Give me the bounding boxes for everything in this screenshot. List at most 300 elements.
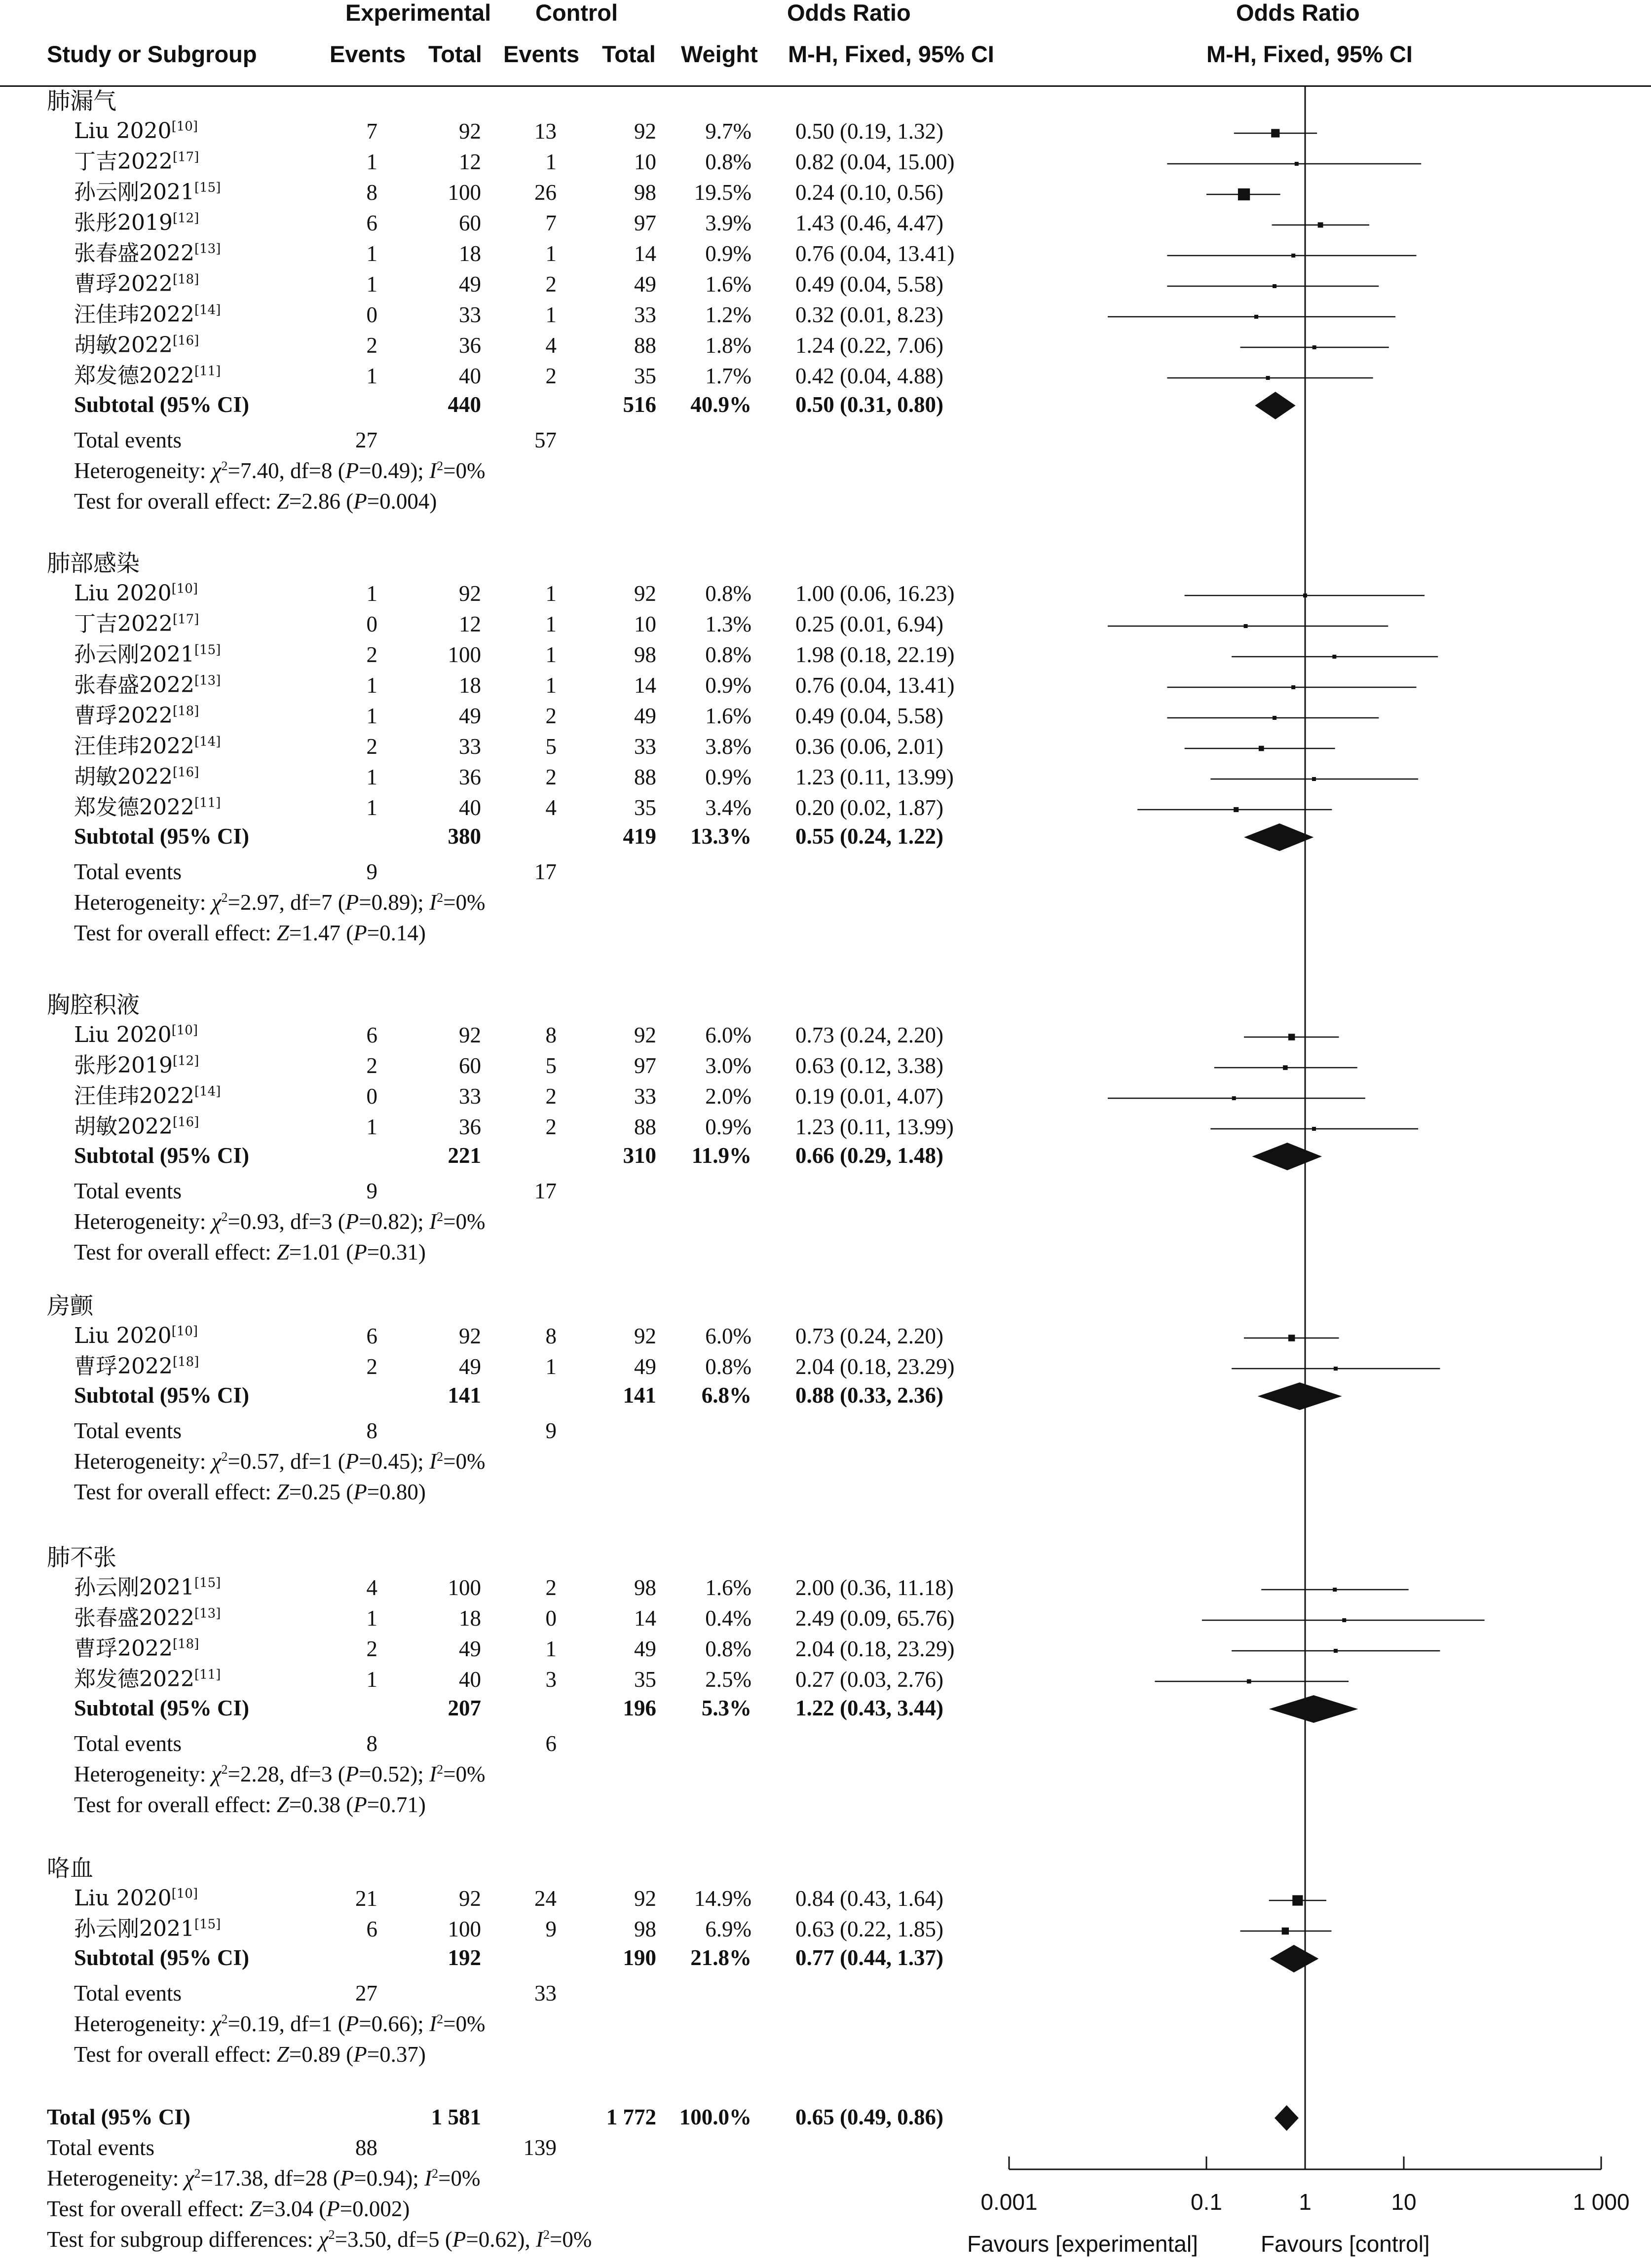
study-reference: [18]: [172, 704, 199, 719]
study-reference: [15]: [194, 642, 221, 658]
study-point-estimate: [1273, 284, 1276, 288]
ctl-events-cell: 4: [545, 333, 557, 358]
study-reference: [16]: [172, 765, 199, 780]
exp-total-cell: 36: [459, 765, 481, 789]
study-point-estimate: [1334, 1367, 1338, 1371]
heterogeneity-line-chi-value: =7.40, df=8 (: [227, 458, 345, 483]
exp-total-cell: 40: [459, 795, 481, 820]
heterogeneity-line-chi-sq: 2: [221, 891, 228, 905]
ctl-total-cell: 97: [634, 1053, 656, 1078]
heterogeneity-line-p-symbol: P: [345, 1762, 359, 1786]
overall-effect-line-prefix: Test for overall effect:: [74, 489, 277, 514]
total-events-label: Total events: [74, 1731, 182, 1756]
ctl-events-cell: 2: [545, 1115, 557, 1139]
exp-events-cell: 1: [366, 673, 377, 698]
heterogeneity-line-chi-sq: 2: [221, 1210, 228, 1224]
header-experimental: Experimental: [345, 0, 491, 26]
study-reference: [15]: [194, 180, 221, 195]
subtotal-label: Subtotal (95% CI): [74, 1143, 250, 1168]
subgroup-differences-line-p-value: =0.62),: [466, 2227, 536, 2252]
total-ci: 0.65 (0.49, 0.86): [795, 2105, 943, 2129]
odds-ratio-ci-cell: 0.19 (0.01, 4.07): [795, 1084, 943, 1109]
overall-heterogeneity-line-prefix: Heterogeneity:: [47, 2166, 185, 2191]
study-point-estimate: [1333, 1588, 1337, 1592]
exp-events-cell: 6: [366, 211, 377, 235]
study-name: 张春盛2022: [74, 1605, 194, 1631]
subtotal-ctl-total: 516: [623, 392, 656, 417]
ctl-total-cell: 88: [634, 1115, 656, 1139]
study-name: 张春盛2022: [74, 672, 194, 698]
total-diamond: [1275, 2105, 1299, 2131]
heterogeneity-line-i-sq: 2: [437, 891, 444, 905]
heterogeneity-line-chi: χ: [211, 890, 222, 915]
heterogeneity-line-chi-value: =0.93, df=3 (: [227, 1209, 345, 1234]
ctl-events-cell: 26: [534, 180, 557, 205]
exp-total-cell: 92: [459, 119, 481, 144]
ctl-events-cell: 24: [534, 1886, 557, 1911]
study-name: 丁吉2022: [74, 611, 173, 636]
exp-total-cell: 40: [459, 364, 481, 388]
weight-cell: 0.8%: [705, 581, 751, 606]
total-events-ctl: 6: [545, 1731, 557, 1756]
ctl-events-cell: 2: [545, 1575, 557, 1600]
exp-events-cell: 1: [366, 581, 377, 606]
heterogeneity-line-i-symbol: I: [429, 458, 437, 483]
total-events-exp: 9: [366, 859, 377, 884]
total-events-ctl: 17: [534, 859, 557, 884]
heterogeneity-line-i-sq: 2: [437, 459, 444, 473]
heterogeneity-line-chi-value: =2.28, df=3 (: [227, 1762, 345, 1786]
weight-cell: 0.8%: [705, 1354, 751, 1379]
overall-effect-line-prefix: Test for overall effect:: [74, 1480, 277, 1504]
odds-ratio-ci-cell: 0.63 (0.12, 3.38): [795, 1053, 943, 1078]
subtotal-ctl-total: 419: [623, 824, 656, 849]
subtotal-diamond: [1255, 392, 1295, 419]
exp-total-cell: 36: [459, 1115, 481, 1139]
total-events-label: Total events: [74, 1179, 182, 1203]
header-ctl-events: Events: [503, 41, 580, 67]
odds-ratio-ci-cell: 0.82 (0.04, 15.00): [795, 149, 955, 174]
study-point-estimate: [1332, 655, 1336, 659]
subtotal-exp-total: 221: [448, 1143, 481, 1168]
ctl-events-cell: 7: [545, 211, 557, 235]
study-point-estimate: [1291, 254, 1295, 258]
heterogeneity-line-p-symbol: P: [345, 458, 359, 483]
weight-cell: 3.8%: [705, 734, 751, 759]
odds-ratio-ci-cell: 2.04 (0.18, 23.29): [795, 1354, 955, 1379]
ctl-total-cell: 35: [634, 795, 656, 820]
heterogeneity-line-i-value: =0%: [443, 1762, 486, 1786]
study-reference: [16]: [172, 333, 199, 348]
odds-ratio-ci-cell: 1.24 (0.22, 7.06): [795, 333, 943, 358]
weight-cell: 2.0%: [705, 1084, 751, 1109]
ctl-events-cell: 1: [545, 673, 557, 698]
study-reference: [11]: [194, 1667, 221, 1682]
overall-effect-line-p-symbol: P: [353, 921, 367, 945]
ctl-total-cell: 92: [634, 119, 656, 144]
subtotal-exp-total: 380: [448, 824, 481, 849]
weight-cell: 0.9%: [705, 673, 751, 698]
exp-total-cell: 92: [459, 1023, 481, 1047]
total-label: Total (95% CI): [47, 2105, 190, 2129]
weight-cell: 1.8%: [705, 333, 751, 358]
study-point-estimate: [1295, 162, 1299, 166]
study-point-estimate: [1312, 1127, 1316, 1131]
study-point-estimate: [1259, 746, 1264, 751]
ctl-events-cell: 2: [545, 272, 557, 297]
ctl-total-cell: 98: [634, 1575, 656, 1600]
total-events-label: Total events: [74, 859, 182, 884]
weight-cell: 2.5%: [705, 1667, 751, 1692]
study-name: 张春盛2022: [74, 241, 194, 266]
study-name: 曹琈2022: [74, 1636, 173, 1661]
exp-total-cell: 12: [459, 149, 481, 174]
heterogeneity-line-chi-sq: 2: [221, 1762, 228, 1777]
study-point-estimate: [1271, 129, 1279, 137]
subgroup-differences-line-chi-sq: 2: [328, 2228, 335, 2242]
odds-ratio-ci-cell: 0.32 (0.01, 8.23): [795, 302, 943, 327]
exp-total-cell: 92: [459, 1886, 481, 1911]
overall-effect-line-p-symbol: P: [353, 489, 367, 514]
ctl-total-cell: 98: [634, 1917, 656, 1941]
ctl-total-cell: 92: [634, 1886, 656, 1911]
overall-effect-line-z-value: =2.86 (: [289, 489, 354, 514]
subtotal-ci: 0.66 (0.29, 1.48): [795, 1143, 943, 1168]
overall-effect-line-z-value: =0.25 (: [289, 1480, 354, 1504]
header-exp-total: Total: [428, 41, 482, 67]
study-point-estimate: [1283, 1065, 1288, 1070]
study-reference: [10]: [171, 1324, 198, 1339]
exp-events-cell: 1: [366, 1667, 377, 1692]
heterogeneity-line-chi-sq: 2: [221, 459, 228, 473]
exp-events-cell: 1: [366, 149, 377, 174]
ctl-events-cell: 2: [545, 364, 557, 388]
subtotal-label: Subtotal (95% CI): [74, 1945, 250, 1970]
heterogeneity-line-i-value: =0%: [443, 458, 486, 483]
overall-effect-line-z-value: =1.47 (: [289, 921, 354, 945]
x-axis-tick-label: 0.001: [980, 2189, 1038, 2215]
ctl-total-cell: 88: [634, 333, 656, 358]
odds-ratio-ci-cell: 0.76 (0.04, 13.41): [795, 241, 955, 266]
subgroup-differences-line-i-sq: 2: [543, 2228, 550, 2242]
study-name: 孙云刚2021: [74, 180, 194, 205]
subtotal-diamond: [1270, 1945, 1319, 1972]
overall-effect-line-z-value: =0.89 (: [289, 2042, 354, 2067]
exp-total-cell: 33: [459, 1084, 481, 1109]
total-events-exp: 27: [355, 1981, 377, 2006]
overall-heterogeneity-line-chi-value: =17.38, df=28 (: [200, 2166, 340, 2191]
study-point-estimate: [1244, 624, 1248, 628]
overall-effect-line-z-symbol: Z: [276, 489, 289, 514]
heterogeneity-line-prefix: Heterogeneity:: [74, 2011, 212, 2036]
odds-ratio-ci-cell: 0.49 (0.04, 5.58): [795, 272, 943, 297]
study-name: 郑发德2022: [74, 363, 194, 388]
ctl-events-cell: 2: [545, 704, 557, 728]
heterogeneity-line-chi-value: =0.57, df=1 (: [227, 1449, 345, 1474]
subtotal-label: Subtotal (95% CI): [74, 1696, 250, 1720]
subgroup-differences-line-chi: χ: [318, 2227, 329, 2252]
ctl-total-cell: 14: [634, 673, 656, 698]
study-reference: [10]: [171, 119, 198, 134]
odds-ratio-ci-cell: 0.76 (0.04, 13.41): [795, 673, 955, 698]
ctl-events-cell: 1: [545, 149, 557, 174]
study-reference: [11]: [194, 795, 221, 811]
study-name: 胡敏2022: [74, 1114, 173, 1139]
subtotal-diamond: [1252, 1143, 1322, 1170]
exp-total-cell: 49: [459, 1636, 481, 1661]
subtotal-ctl-total: 310: [623, 1143, 656, 1168]
weight-cell: 14.9%: [694, 1886, 751, 1911]
overall-effect-line-z-value: =1.01 (: [289, 1240, 354, 1264]
study-name: 张彤2019: [74, 1053, 173, 1078]
heterogeneity-line-chi: χ: [211, 1449, 222, 1474]
weight-cell: 3.9%: [705, 211, 751, 235]
study-point-estimate: [1266, 376, 1270, 380]
study-reference: [10]: [171, 1023, 198, 1038]
odds-ratio-ci-cell: 0.84 (0.43, 1.64): [795, 1886, 943, 1911]
heterogeneity-line-chi: χ: [211, 1762, 222, 1786]
overall-heterogeneity-line-p-value: =0.94);: [354, 2166, 425, 2191]
weight-cell: 0.9%: [705, 241, 751, 266]
study-reference: [18]: [172, 1636, 199, 1652]
heterogeneity-line-i-value: =0%: [443, 1209, 486, 1234]
heterogeneity-line-i-value: =0%: [443, 890, 486, 915]
x-axis-tick-label: 0.1: [1191, 2189, 1222, 2215]
study-name: Liu 2020: [74, 1886, 172, 1911]
study-reference: [13]: [194, 1606, 221, 1621]
ctl-total-cell: 35: [634, 1667, 656, 1692]
heterogeneity-line-i-sq: 2: [437, 1450, 444, 1464]
ctl-total-cell: 35: [634, 364, 656, 388]
exp-events-cell: 2: [366, 642, 377, 667]
odds-ratio-ci-cell: 2.04 (0.18, 23.29): [795, 1636, 955, 1661]
ctl-events-cell: 9: [545, 1917, 557, 1941]
subtotal-exp-total: 440: [448, 392, 481, 417]
overall-effect-line-z-symbol: Z: [276, 2042, 289, 2067]
exp-events-cell: 2: [366, 1354, 377, 1379]
exp-total-cell: 100: [448, 1917, 481, 1941]
study-point-estimate: [1238, 188, 1250, 200]
study-point-estimate: [1232, 1096, 1236, 1100]
study-point-estimate: [1254, 315, 1258, 319]
exp-total-cell: 40: [459, 1667, 481, 1692]
study-reference: [14]: [194, 734, 221, 749]
overall-effect-line-p-symbol: P: [353, 2042, 367, 2067]
study-reference: [11]: [194, 364, 221, 379]
heterogeneity-line-chi: χ: [211, 458, 222, 483]
study-name: 胡敏2022: [74, 764, 173, 789]
ctl-total-cell: 98: [634, 642, 656, 667]
ctl-events-cell: 13: [534, 119, 557, 144]
odds-ratio-ci-cell: 0.20 (0.02, 1.87): [795, 795, 943, 820]
weight-cell: 0.8%: [705, 149, 751, 174]
study-name: 张彤2019: [74, 210, 173, 235]
study-name: Liu 2020: [74, 581, 172, 606]
x-axis-tick-label: 1: [1299, 2189, 1312, 2215]
odds-ratio-ci-cell: 1.98 (0.18, 22.19): [795, 642, 955, 667]
subgroup-title: 咯血: [47, 1855, 93, 1882]
total-events-ctl: 33: [534, 1981, 557, 2006]
overall-effect-line-prefix: Test for overall effect:: [74, 1240, 277, 1264]
weight-cell: 1.3%: [705, 612, 751, 636]
exp-total-cell: 49: [459, 1354, 481, 1379]
subgroup-title: 肺不张: [47, 1544, 116, 1571]
header-odds-ratio: Odds Ratio: [787, 0, 911, 26]
heterogeneity-line-p-value: =0.45);: [359, 1449, 430, 1474]
exp-events-cell: 1: [366, 795, 377, 820]
ctl-total-cell: 33: [634, 302, 656, 327]
study-name: Liu 2020: [74, 118, 172, 144]
study-name: 郑发德2022: [74, 1667, 194, 1692]
subtotal-weight: 11.9%: [691, 1143, 751, 1168]
overall-effect-line-z-symbol: Z: [276, 921, 289, 945]
subtotal-ci: 0.88 (0.33, 2.36): [795, 1383, 943, 1408]
weight-cell: 6.9%: [705, 1917, 751, 1941]
study-reference: [18]: [172, 272, 199, 287]
study-name: Liu 2020: [74, 1022, 172, 1047]
overall-total-events-ctl: 139: [523, 2135, 557, 2160]
heterogeneity-line-chi-sq: 2: [221, 2012, 228, 2026]
exp-total-cell: 92: [459, 581, 481, 606]
overall-effect-test-line-p-symbol: P: [326, 2196, 340, 2221]
exp-events-cell: 1: [366, 364, 377, 388]
study-name: 孙云刚2021: [74, 1916, 194, 1941]
heterogeneity-line-p-value: =0.49);: [359, 458, 430, 483]
ctl-events-cell: 1: [545, 1354, 557, 1379]
heterogeneity-line-chi-value: =2.97, df=7 (: [227, 890, 345, 915]
ctl-total-cell: 10: [634, 612, 656, 636]
odds-ratio-ci-cell: 2.49 (0.09, 65.76): [795, 1606, 955, 1631]
exp-events-cell: 0: [366, 612, 377, 636]
study-reference: [15]: [194, 1575, 221, 1591]
ctl-total-cell: 49: [634, 272, 656, 297]
exp-total-cell: 49: [459, 272, 481, 297]
subtotal-label: Subtotal (95% CI): [74, 392, 250, 417]
overall-effect-test-line-z-symbol: Z: [249, 2196, 262, 2221]
exp-events-cell: 2: [366, 333, 377, 358]
overall-effect-line-p-value: =0.37): [367, 2042, 426, 2067]
heterogeneity-line-p-symbol: P: [345, 2011, 359, 2036]
subtotal-exp-total: 207: [448, 1696, 481, 1720]
odds-ratio-ci-cell: 0.63 (0.22, 1.85): [795, 1917, 943, 1941]
favours-control-label: Favours [control]: [1261, 2231, 1430, 2257]
ctl-events-cell: 1: [545, 241, 557, 266]
exp-total-cell: 18: [459, 673, 481, 698]
exp-total-cell: 12: [459, 612, 481, 636]
subgroup-differences-line-chi-value: =3.50, df=5 (: [335, 2227, 452, 2252]
subtotal-weight: 13.3%: [690, 824, 751, 849]
subtotal-ci: 1.22 (0.43, 3.44): [795, 1696, 943, 1720]
study-point-estimate: [1282, 1928, 1289, 1934]
total-events-exp: 9: [366, 1179, 377, 1203]
odds-ratio-ci-cell: 0.25 (0.01, 6.94): [795, 612, 943, 636]
subtotal-ci: 0.77 (0.44, 1.37): [795, 1945, 943, 1970]
ctl-events-cell: 1: [545, 1636, 557, 1661]
exp-events-cell: 1: [366, 241, 377, 266]
weight-cell: 6.0%: [705, 1023, 751, 1047]
heterogeneity-line-i-symbol: I: [429, 1449, 437, 1474]
exp-total-cell: 18: [459, 1606, 481, 1631]
odds-ratio-ci-cell: 0.49 (0.04, 5.58): [795, 704, 943, 728]
heterogeneity-line-p-value: =0.89);: [359, 890, 430, 915]
study-point-estimate: [1313, 345, 1316, 349]
total-events-label: Total events: [74, 1418, 182, 1443]
subtotal-exp-total: 141: [448, 1383, 481, 1408]
study-point-estimate: [1288, 1034, 1295, 1040]
ctl-events-cell: 3: [545, 1667, 557, 1692]
odds-ratio-ci-cell: 0.50 (0.19, 1.32): [795, 119, 943, 144]
weight-cell: 0.9%: [705, 765, 751, 789]
overall-effect-line-z-value: =0.38 (: [289, 1792, 354, 1817]
weight-cell: 9.7%: [705, 119, 751, 144]
study-point-estimate: [1291, 685, 1295, 689]
ctl-events-cell: 1: [545, 642, 557, 667]
study-reference: [10]: [171, 581, 198, 596]
heterogeneity-line-p-symbol: P: [345, 1449, 359, 1474]
odds-ratio-ci-cell: 0.73 (0.24, 2.20): [795, 1023, 943, 1047]
weight-cell: 19.5%: [694, 180, 751, 205]
weight-cell: 3.4%: [705, 795, 751, 820]
ctl-total-cell: 33: [634, 734, 656, 759]
odds-ratio-ci-cell: 2.00 (0.36, 11.18): [795, 1575, 954, 1600]
exp-events-cell: 1: [366, 272, 377, 297]
study-point-estimate: [1312, 777, 1316, 781]
ctl-total-cell: 49: [634, 704, 656, 728]
subtotal-diamond: [1258, 1382, 1342, 1410]
exp-events-cell: 7: [366, 119, 377, 144]
header-plot-odds-ratio: Odds Ratio: [1236, 0, 1360, 26]
subtotal-weight: 21.8%: [690, 1945, 751, 1970]
total-events-ctl: 57: [534, 428, 557, 452]
header-study: Study or Subgroup: [47, 41, 257, 67]
subtotal-diamond: [1269, 1695, 1358, 1723]
study-name: 郑发德2022: [74, 795, 194, 820]
overall-effect-line-p-value: =0.80): [367, 1480, 426, 1504]
overall-effect-line-prefix: Test for overall effect:: [74, 2042, 277, 2067]
heterogeneity-line-chi-value: =0.19, df=1 (: [227, 2011, 345, 2036]
study-name: 汪佳玮2022: [74, 734, 194, 759]
weight-cell: 0.4%: [705, 1606, 751, 1631]
ctl-events-cell: 2: [545, 765, 557, 789]
heterogeneity-line-prefix: Heterogeneity:: [74, 1449, 212, 1474]
study-name: 胡敏2022: [74, 333, 173, 358]
study-point-estimate: [1234, 807, 1238, 812]
exp-events-cell: 1: [366, 1115, 377, 1139]
overall-effect-line-p-value: =0.14): [367, 921, 426, 945]
subtotal-weight: 40.9%: [690, 392, 751, 417]
subtotal-ctl-total: 196: [623, 1696, 656, 1720]
study-name: 曹琈2022: [74, 1354, 173, 1379]
x-axis-tick-label: 1 000: [1573, 2189, 1630, 2215]
study-point-estimate: [1273, 716, 1276, 720]
exp-events-cell: 1: [366, 765, 377, 789]
exp-total-cell: 60: [459, 211, 481, 235]
exp-events-cell: 2: [366, 1636, 377, 1661]
weight-cell: 6.0%: [705, 1324, 751, 1348]
total-events-exp: 8: [366, 1418, 377, 1443]
overall-effect-test-line-z-value: =3.04 (: [262, 2196, 327, 2221]
weight-cell: 1.6%: [705, 704, 751, 728]
subtotal-weight: 5.3%: [701, 1696, 751, 1720]
total-events-ctl: 17: [534, 1179, 557, 1203]
total-events-label: Total events: [74, 428, 182, 452]
study-reference: [10]: [171, 1886, 198, 1901]
odds-ratio-ci-cell: 1.00 (0.06, 16.23): [795, 581, 955, 606]
exp-total-cell: 49: [459, 704, 481, 728]
overall-effect-line-p-value: =0.004): [367, 489, 437, 514]
subtotal-ctl-total: 190: [623, 1945, 656, 1970]
exp-total-cell: 18: [459, 241, 481, 266]
